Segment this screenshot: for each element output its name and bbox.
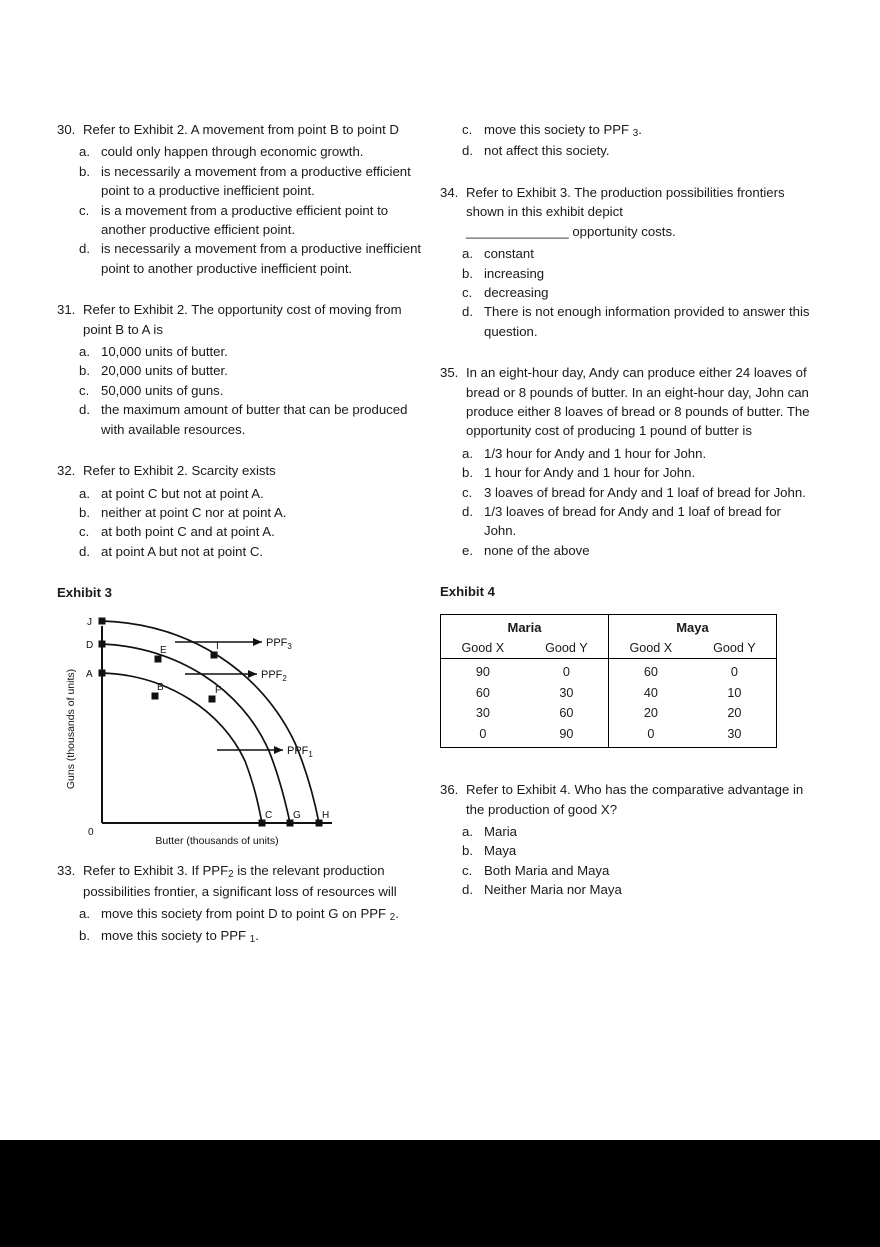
table-row	[441, 703, 777, 724]
right-column	[440, 120, 812, 900]
point-marker-F	[209, 695, 216, 702]
option-letter: b.	[462, 465, 473, 481]
option-31-d[interactable]	[57, 400, 425, 439]
question-31-options	[57, 342, 425, 439]
option-text: none of the above	[484, 542, 590, 558]
question-33	[57, 861, 425, 948]
option-36-c[interactable]	[440, 861, 812, 880]
option-34-b[interactable]	[440, 264, 812, 283]
option-letter: a.	[462, 824, 473, 840]
cell: 20	[608, 703, 692, 724]
option-letter: d.	[462, 503, 473, 519]
ppf1-label: $PPF_1$	[287, 744, 313, 759]
spacer	[440, 560, 812, 582]
option-letter: d.	[79, 241, 90, 257]
question-32-number: 32.	[57, 463, 76, 479]
option-letter: d.	[462, 882, 473, 898]
cell: 30	[727, 726, 742, 741]
point-label-E: E	[160, 644, 167, 656]
option-30-b[interactable]	[57, 162, 425, 201]
x-axis-label: Butter (thousands of units)	[155, 834, 279, 847]
option-text: Maya	[484, 843, 517, 859]
option-text: at point A but not at point C.	[101, 543, 264, 559]
point-marker-A	[99, 669, 106, 676]
cell: 40	[608, 683, 692, 704]
question-31-stem: Refer to Exhibit 2. The opportunity cost of moving from point B to A is	[83, 302, 402, 337]
exhibit-4-table-wrap	[440, 614, 812, 749]
point-label-I: I	[216, 640, 219, 652]
option-text	[101, 926, 425, 947]
option-text: 3 loaves of bread for Andy and 1 loaf of bread for John.	[484, 484, 806, 500]
spacer	[57, 439, 425, 461]
point-label-J: J	[87, 616, 92, 628]
option-text: is a movement from a productive efficient point to another productive efficient point.	[101, 202, 389, 238]
option-letter: a.	[79, 344, 90, 360]
column-header-maya-goody: Good Y	[693, 638, 777, 659]
question-30-number: 30.	[57, 122, 76, 137]
option-letter: d.	[462, 143, 473, 159]
cell: 60	[475, 685, 490, 700]
scan-black-band-bottom	[0, 1140, 880, 1247]
point-marker-D	[99, 640, 106, 647]
group-header-maria: Maria	[507, 619, 542, 635]
cell: 30	[475, 706, 490, 721]
opt-text-b: .	[638, 122, 642, 137]
option-text: Maria	[484, 824, 517, 840]
question-34-number: 34.	[440, 184, 459, 200]
q33-stem-a: Refer to Exhibit 3. If PPF	[83, 862, 229, 878]
question-33-stem	[83, 861, 425, 902]
q33-stem-sub: 2	[228, 868, 234, 880]
option-text: Neither Maria nor Maya	[484, 882, 622, 898]
opt-text-b: .	[255, 927, 259, 943]
question-33-number: 33.	[57, 862, 76, 878]
point-marker-I	[211, 651, 218, 658]
option-letter: c.	[462, 284, 473, 300]
option-letter: b.	[462, 843, 473, 859]
opt-text-a: move this society to PPF	[101, 927, 247, 943]
cell: 20	[727, 706, 742, 721]
option-34-d[interactable]	[440, 302, 812, 341]
option-text: 50,000 units of guns.	[101, 382, 224, 398]
option-32-b[interactable]	[57, 503, 425, 522]
option-letter: d.	[79, 402, 90, 418]
column-header-maria-goodx: Good X	[441, 638, 525, 659]
question-30-stem: Refer to Exhibit 2. A movement from point B to point D	[83, 122, 399, 137]
ppf-chart-svg	[57, 611, 397, 861]
point-label-G: G	[293, 809, 301, 821]
option-36-d[interactable]	[440, 880, 812, 899]
question-32-options	[57, 484, 425, 562]
point-label-B: B	[157, 681, 164, 693]
cell: 10	[727, 685, 742, 700]
question-35-number: 35.	[440, 365, 459, 381]
option-31-b[interactable]	[57, 361, 425, 380]
option-letter: a.	[79, 906, 90, 922]
option-letter: b.	[79, 504, 90, 520]
question-32-stem: Refer to Exhibit 2. Scarcity exists	[83, 463, 276, 479]
table-body	[441, 659, 777, 748]
question-35-stem-row	[440, 363, 812, 441]
cell: 0	[479, 726, 487, 741]
question-34-stem	[466, 183, 812, 241]
column-header-maya-goodx: Good X	[608, 638, 692, 659]
option-text	[101, 904, 425, 925]
question-34	[440, 183, 812, 341]
option-letter: b.	[79, 363, 90, 379]
spacer	[57, 278, 425, 300]
option-letter: a.	[79, 144, 90, 160]
option-30-a[interactable]	[57, 142, 425, 161]
option-33-c[interactable]	[440, 120, 812, 141]
spacer	[440, 161, 812, 183]
cell: 0	[730, 665, 738, 680]
option-letter: d.	[462, 304, 473, 320]
column-header-maria-goody: Good Y	[525, 638, 609, 659]
question-30	[57, 120, 425, 278]
cell: 90	[559, 726, 574, 741]
option-text: 10,000 units of butter.	[101, 344, 228, 360]
exhibit-4-title: Exhibit 4	[440, 584, 495, 600]
question-32-stem-row	[57, 461, 425, 480]
option-text: There is not enough information provided to answer this question.	[484, 304, 810, 339]
option-33-b[interactable]	[57, 926, 425, 947]
origin-label: 0	[88, 826, 94, 838]
option-letter: a.	[462, 445, 473, 461]
option-text: increasing	[484, 265, 545, 281]
question-33-stem-row	[57, 861, 425, 902]
point-label-C: C	[265, 809, 273, 821]
point-marker-B	[152, 692, 159, 699]
ppf1-pointer	[217, 746, 283, 754]
option-33-d[interactable]	[440, 141, 812, 160]
table-head	[441, 614, 777, 659]
option-34-a[interactable]	[440, 244, 812, 263]
option-36-a[interactable]	[440, 822, 812, 841]
ppf2-label: $PPF_2$	[261, 668, 287, 683]
option-30-c[interactable]	[57, 201, 425, 240]
option-35-d[interactable]	[440, 502, 812, 541]
q34-blank-line: ______________ opportunity costs.	[466, 223, 676, 239]
point-label-D: D	[86, 639, 94, 651]
question-36-stem: Refer to Exhibit 4. Who has the comparative advantage in the production of good X?	[466, 782, 804, 817]
opt-text-a: move this society from point D to point G on PPF	[101, 906, 387, 922]
option-31-a[interactable]	[57, 342, 425, 361]
cell: 90	[475, 665, 490, 680]
ppf1-curve	[102, 673, 262, 823]
question-35-stem: In an eight-hour day, Andy can produce either 24 loaves of bread or 8 pounds of butter. In an eight-hour day, John can produce either 8 loaves of bread or 8 pounds of butter. The opportunity cost of producing 1 pound of butter is	[466, 365, 810, 439]
question-31-number: 31.	[57, 302, 76, 318]
opt-sub: 2	[389, 912, 396, 924]
question-36-stem-row	[440, 780, 812, 819]
option-text: is necessarily a movement from a productive efficient point to a productive inefficient point.	[101, 163, 411, 199]
cell: 60	[559, 706, 574, 721]
question-33-options	[57, 904, 425, 947]
option-33-a[interactable]	[57, 904, 425, 925]
table-row	[441, 683, 777, 704]
question-36	[440, 780, 812, 899]
question-30-options	[57, 142, 425, 278]
group-header-maya: Maya	[608, 614, 776, 638]
option-letter: c.	[79, 524, 90, 540]
point-label-F: F	[215, 684, 222, 696]
spacer	[440, 748, 812, 770]
point-marker-E	[155, 655, 162, 662]
table-row	[441, 724, 777, 748]
point-label-H: H	[322, 809, 330, 821]
ppf3-curve	[102, 621, 319, 823]
question-34-options	[440, 244, 812, 341]
opt-text-b: .	[395, 906, 399, 922]
table-row	[441, 659, 777, 683]
question-35	[440, 363, 812, 560]
point-label-A: A	[86, 668, 93, 680]
option-letter: b.	[462, 265, 473, 281]
option-text: decreasing	[484, 284, 549, 300]
question-36-number: 36.	[440, 782, 459, 798]
question-34-stem-row	[440, 183, 812, 241]
exhibit-3-title: Exhibit 3	[57, 585, 112, 601]
option-35-e[interactable]	[440, 541, 812, 560]
option-text	[484, 120, 812, 141]
question-33-continued-options	[440, 120, 812, 161]
option-text: at point C but not at point A.	[101, 485, 264, 501]
ppf3-label: $PPF_3$	[266, 636, 292, 651]
option-32-d[interactable]	[57, 542, 425, 561]
option-text: at both point C and at point A.	[101, 524, 275, 540]
option-31-c[interactable]	[57, 381, 425, 400]
question-36-options	[440, 822, 812, 900]
option-32-a[interactable]	[57, 484, 425, 503]
spacer	[440, 770, 812, 780]
option-32-c[interactable]	[57, 522, 425, 541]
option-letter: a.	[462, 246, 473, 262]
question-30-stem-row	[57, 120, 425, 139]
option-text: constant	[484, 246, 534, 262]
option-text: 20,000 units of butter.	[101, 363, 228, 379]
option-letter: c.	[79, 382, 90, 398]
option-letter: d.	[79, 543, 90, 559]
spacer	[440, 341, 812, 363]
opt-text-a: move this society to PPF	[484, 122, 630, 137]
option-letter: c.	[462, 484, 473, 500]
left-column	[57, 120, 425, 947]
option-text: neither at point C nor at point A.	[101, 504, 287, 520]
option-35-b[interactable]	[440, 463, 812, 482]
question-32	[57, 461, 425, 561]
question-35-options	[440, 444, 812, 560]
q33-stem-b: is the relevant production possibilities frontier, a significant loss of resources will	[83, 862, 397, 900]
option-text: 1 hour for Andy and 1 hour for John.	[484, 465, 696, 481]
option-36-b[interactable]	[440, 841, 812, 860]
option-text: the maximum amount of butter that can be produced with available resources.	[101, 402, 408, 437]
table-group-header-row	[441, 614, 777, 638]
cell: 30	[559, 685, 574, 700]
point-marker-J	[99, 617, 106, 624]
option-text: Both Maria and Maya	[484, 862, 610, 878]
option-letter: b.	[79, 927, 90, 943]
spacer	[57, 561, 425, 583]
opt-sub: 1	[249, 934, 256, 946]
option-letter: b.	[79, 163, 90, 179]
option-text: not affect this society.	[484, 143, 610, 159]
question-31	[57, 300, 425, 439]
option-letter: c.	[462, 862, 473, 878]
option-text: 1/3 loaves of bread for Andy and 1 loaf of bread for John.	[484, 503, 781, 539]
option-text: is necessarily a movement from a productive inefficient point to another productive inefficient point.	[101, 241, 422, 276]
exhibit-4-table	[440, 614, 777, 749]
question-31-stem-row	[57, 300, 425, 339]
table-column-header-row	[441, 638, 777, 659]
option-34-c[interactable]	[440, 283, 812, 302]
option-text: 1/3 hour for Andy and 1 hour for John.	[484, 445, 707, 461]
option-text: could only happen through economic growth.	[101, 144, 364, 160]
option-letter: a.	[79, 485, 90, 501]
cell: 60	[608, 659, 692, 683]
y-axis-label: Guns (thousands of units)	[65, 668, 77, 789]
option-letter: e.	[462, 542, 473, 558]
q34-stem-text: Refer to Exhibit 3. The production possibilities frontiers shown in this exhibit depict	[466, 184, 785, 220]
option-letter: c.	[462, 122, 473, 137]
cell: 0	[562, 665, 570, 680]
option-35-a[interactable]	[440, 444, 812, 463]
option-30-d[interactable]	[57, 239, 425, 278]
option-35-c[interactable]	[440, 483, 812, 502]
cell: 0	[608, 724, 692, 748]
opt-sub: 3	[632, 128, 639, 140]
option-letter: c.	[79, 202, 90, 218]
exhibit-3-chart	[57, 611, 397, 861]
